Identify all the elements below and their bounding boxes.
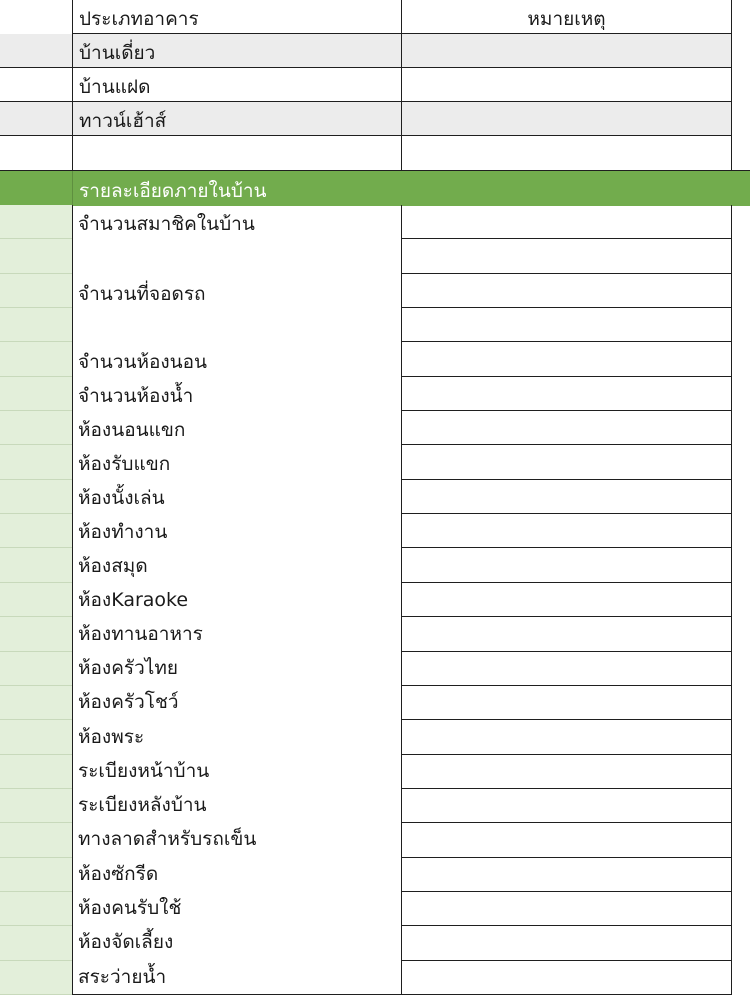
detail-label: ห้องทานอาหาร — [78, 623, 203, 645]
detail-row[interactable] — [0, 786, 750, 820]
detail-label: ทางลาดสำหรับรถเข็น — [78, 828, 257, 850]
detail-row[interactable] — [0, 820, 750, 854]
detail-row[interactable] — [0, 445, 750, 479]
detail-row[interactable] — [0, 718, 750, 752]
detail-row[interactable] — [0, 958, 750, 992]
detail-label: ห้องพระ — [78, 726, 145, 748]
note-cell[interactable] — [402, 239, 732, 274]
header-row — [0, 0, 750, 34]
detail-label: ห้องทำงาน — [78, 521, 168, 543]
note-cell[interactable] — [402, 34, 732, 68]
detail-row[interactable] — [0, 855, 750, 889]
detail-label: ห้องครัวโชว์ — [78, 691, 179, 713]
table-row — [0, 68, 750, 102]
building-type-cell[interactable] — [72, 102, 402, 136]
detail-label: ห้องจัดเลี้ยง — [78, 931, 174, 953]
empty-cell[interactable] — [72, 136, 402, 170]
detail-label: ห้องนั้งเล่น — [78, 487, 165, 509]
marker-cell[interactable] — [0, 136, 72, 170]
detail-row[interactable] — [0, 479, 750, 513]
detail-label: จำนวนที่จอดรถ — [78, 283, 206, 305]
detail-label: จำนวนสมาชิคในบ้าน — [78, 213, 255, 235]
detail-label: ห้องรับแขก — [78, 453, 171, 475]
detail-row[interactable] — [0, 274, 750, 308]
detail-label: ห้องKaraoke — [78, 589, 189, 611]
detail-row[interactable] — [0, 683, 750, 717]
detail-row[interactable] — [0, 547, 750, 581]
building-type-cell[interactable] — [72, 34, 402, 68]
note-header-cell[interactable] — [402, 0, 732, 34]
detail-row[interactable] — [0, 752, 750, 786]
detail-label: จำนวนห้องน้ำ — [78, 385, 194, 407]
detail-row[interactable] — [0, 581, 750, 615]
detail-row[interactable] — [0, 513, 750, 547]
marker-cell[interactable] — [0, 102, 72, 136]
note-cell[interactable] — [402, 68, 732, 102]
detail-row[interactable] — [0, 649, 750, 683]
detail-label: ห้องครัวไทย — [78, 657, 179, 679]
section-band — [0, 170, 750, 206]
detail-label: ห้องซักรีด — [78, 863, 159, 885]
detail-label: ห้องคนรับใช้ — [78, 897, 182, 919]
section-title: รายละเอียดภายในบ้าน — [79, 180, 267, 202]
note-cell[interactable] — [402, 102, 732, 136]
marker-cell[interactable] — [0, 34, 72, 68]
detail-label: ห้องสมุด — [78, 555, 148, 577]
marker-cell[interactable] — [0, 68, 72, 102]
building-type-cell[interactable] — [72, 68, 402, 102]
detail-row[interactable] — [0, 343, 750, 377]
note-cell[interactable] — [402, 308, 732, 342]
detail-row[interactable] — [0, 889, 750, 923]
table-row — [0, 102, 750, 136]
section-title-cell[interactable] — [72, 171, 402, 206]
empty-row — [0, 136, 750, 170]
marker-cell[interactable] — [0, 239, 72, 274]
building-type-label: ทาวน์เฮ้าส์ — [79, 110, 167, 132]
table-row — [0, 34, 750, 68]
building-type-label: บ้านเดี่ยว — [79, 42, 156, 64]
marker-cell[interactable] — [0, 0, 72, 34]
detail-row[interactable] — [0, 615, 750, 649]
detail-row[interactable] — [0, 377, 750, 411]
building-type-label: บ้านแฝด — [79, 76, 151, 98]
detail-label: ระเบียงหลังบ้าน — [78, 794, 207, 816]
type-header-cell[interactable] — [72, 0, 402, 34]
detail-label: ระเบียงหน้าบ้าน — [78, 760, 210, 782]
type-header-label: ประเภทอาคาร — [79, 8, 199, 30]
detail-label: สระว่ายน้ำ — [78, 966, 167, 988]
detail-label: ห้องนอนแขก — [78, 419, 186, 441]
note-cell[interactable] — [402, 136, 732, 170]
detail-label: จำนวนห้องนอน — [78, 351, 208, 373]
note-header-label: หมายเหตุ — [527, 8, 606, 30]
marker-cell[interactable] — [0, 308, 72, 342]
detail-row[interactable] — [0, 411, 750, 445]
detail-row[interactable] — [0, 205, 750, 239]
detail-row[interactable] — [0, 923, 750, 957]
